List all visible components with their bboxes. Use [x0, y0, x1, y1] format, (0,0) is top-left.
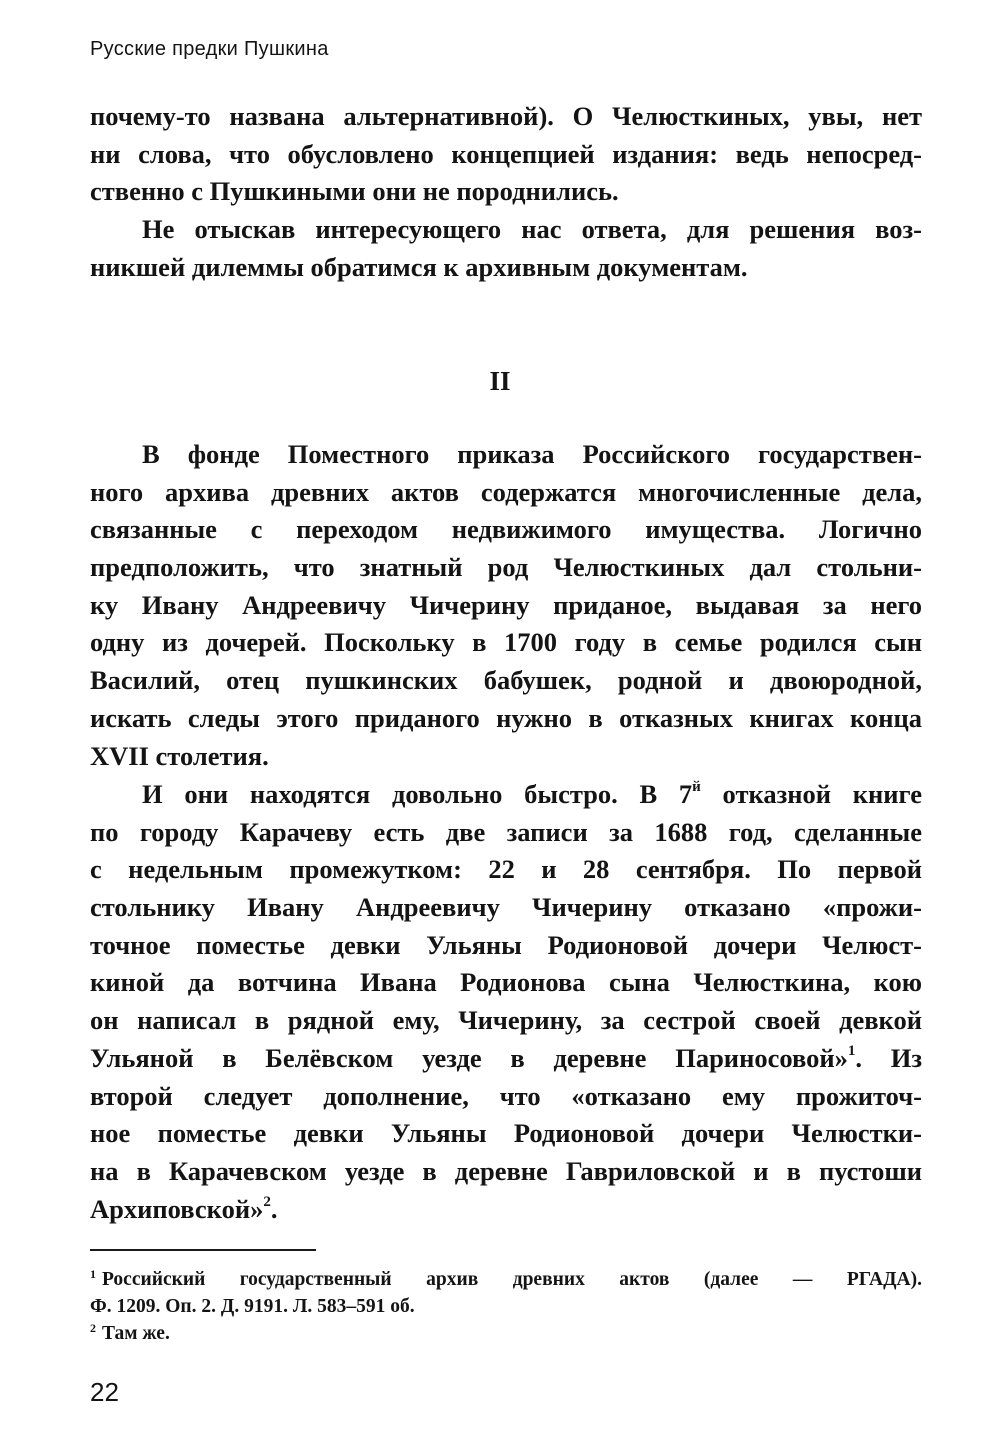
text-line	[90, 1191, 922, 1229]
text-segment: отказной книге	[700, 779, 922, 809]
footnote-divider	[90, 1249, 316, 1251]
text-segment: Там же.	[102, 1323, 170, 1344]
footnotes	[90, 1266, 922, 1347]
paragraph	[90, 98, 922, 211]
text-line: предположить, что знатный род Челюсткиных дал стольни-	[90, 552, 922, 583]
section-heading: II	[489, 366, 511, 396]
text-line: ни слова, что обусловлено концепцией издания: ведь непосред-	[90, 138, 922, 169]
footnote-marker: 1	[847, 1042, 856, 1059]
text-line: ку Ивану Андреевичу Чичерину приданое, выдавая за него	[90, 589, 922, 620]
text-line: он написал в рядной ему, Чичерину, за сестрой своей девкой	[90, 1005, 922, 1036]
paragraph	[90, 211, 922, 286]
text-line: В фонде Поместного приказа Российского государствен-	[142, 439, 922, 469]
text-segment: .	[270, 1193, 278, 1224]
footnote	[90, 1266, 922, 1320]
text-line: ственно с Пушкиными они не породнились.	[90, 176, 619, 207]
text-line: одну из дочерей. Поскольку в 1700 году в семье родился сын	[90, 627, 922, 658]
footnote	[90, 1320, 922, 1347]
text-line: точное поместье девки Ульяны Родионовой дочери Челюст-	[90, 929, 922, 960]
text-line	[90, 776, 922, 814]
page-number: 22	[90, 1377, 119, 1407]
text-segment: . Из	[855, 1042, 923, 1073]
text-line: киной да вотчина Ивана Родионова сына Челюсткина, кою	[90, 967, 922, 998]
paragraph	[90, 436, 922, 775]
footnote-line: Ф. 1209. Оп. 2. Д. 9191. Л. 583–591 об.	[90, 1296, 415, 1317]
text-line: ного архива древних актов содержатся многочисленные дела,	[90, 476, 922, 507]
text-line	[90, 1040, 922, 1078]
footnote-marker: 1	[90, 1267, 96, 1281]
text-segment: Ульяной в Белёвском уезде в деревне Париносовой»	[90, 1042, 848, 1073]
text-line: никшей дилеммы обратимся к архивным документам.	[90, 251, 748, 282]
text-line: на в Карачевском уезде в деревне Гавриловской и в пустоши	[90, 1155, 922, 1186]
footnote-line	[90, 1266, 922, 1293]
text-line: искать следы этого приданого нужно в отказных книгах конца	[90, 702, 922, 733]
text-line: связанные с переходом недвижимого имущества. Логично	[90, 514, 922, 545]
footnote-marker: й	[692, 779, 701, 795]
text-segment: И они находятся довольно быстро. В 7	[142, 779, 693, 809]
text-line: Не отыскав интересующего нас ответа, для решения воз-	[142, 214, 922, 244]
running-head: Русские предки Пушкина	[90, 38, 329, 60]
text-line: с недельным промежутком: 22 и 28 сентября. По первой	[90, 854, 922, 885]
text-line: стольнику Ивану Андреевичу Чичерину отказано «прожи-	[90, 892, 922, 923]
text-line: ное поместье девки Ульяны Родионовой дочери Челюстки-	[90, 1118, 922, 1149]
paragraph	[90, 776, 922, 1228]
footnote-marker: 2	[263, 1193, 271, 1210]
text-segment: Архиповской»	[90, 1193, 264, 1224]
text-segment: Российский государственный архив древних актов (далее — РГАДА).	[102, 1269, 922, 1290]
text-line: по городу Карачеву есть две записи за 1688 год, сделанные	[90, 816, 922, 847]
footnote-marker: 2	[90, 1321, 96, 1335]
text-line: второй следует дополнение, что «отказано ему прожиточ-	[90, 1080, 922, 1111]
text-line: почему-то названа альтернативной). О Челюсткиных, увы, нет	[90, 101, 922, 131]
text-line: XVII столетия.	[90, 740, 269, 771]
text-line: Василий, отец пушкинских бабушек, родной и двоюродной,	[90, 665, 922, 696]
footnote-line	[90, 1320, 922, 1347]
